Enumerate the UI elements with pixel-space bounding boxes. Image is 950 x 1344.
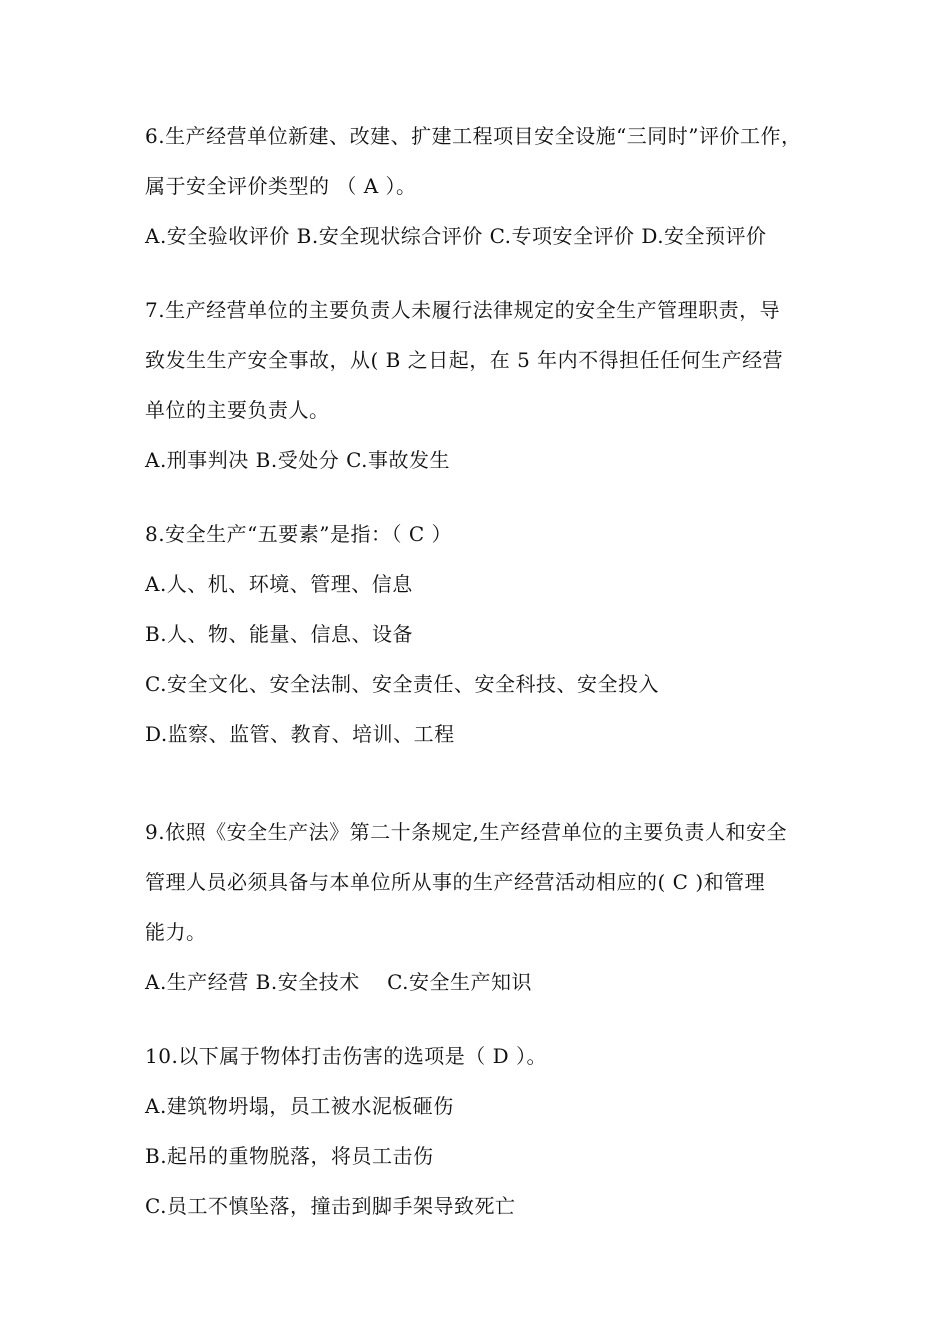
question-10-option-a: A.建筑物坍塌，员工被水泥板砸伤 — [145, 1094, 454, 1118]
question-7-line-2: 致发生生产安全事故，从( B 之日起，在 5 年内不得担任任何生产经营 — [145, 348, 784, 372]
question-7-line-3: 单位的主要负责人。 — [145, 398, 330, 422]
question-8-option-a: A.人、机、环境、管理、信息 — [145, 572, 413, 596]
question-8-option-d: D.监察、监管、教育、培训、工程 — [145, 722, 455, 746]
question-10-option-c: C.员工不慎坠落，撞击到脚手架导致死亡 — [145, 1194, 516, 1218]
question-10-line-1: 10.以下属于物体打击伤害的选项是（ D ）。 — [145, 1044, 548, 1068]
question-9-options: A.生产经营 B.安全技术 C.安全生产知识 — [145, 970, 533, 994]
question-9-line-2: 管理人员必须具备与本单位所从事的生产经营活动相应的( C )和管理 — [145, 870, 766, 894]
question-9-line-1: 9.依照《安全生产法》第二十条规定,生产经营单位的主要负责人和安全 — [145, 820, 787, 844]
question-6-line-1: 6.生产经营单位新建、改建、扩建工程项目安全设施“三同时”评价工作， — [145, 124, 802, 148]
question-6-line-2: 属于安全评价类型的 （ A ）。 — [145, 174, 417, 198]
question-9-line-3: 能力。 — [145, 920, 207, 944]
question-6-options: A.安全验收评价 B.安全现状综合评价 C.专项安全评价 D.安全预评价 — [145, 224, 767, 248]
question-7-options: A.刑事判决 B.受处分 C.事故发生 — [145, 448, 451, 472]
question-8-option-b: B.人、物、能量、信息、设备 — [145, 622, 414, 646]
question-7-line-1: 7.生产经营单位的主要负责人未履行法律规定的安全生产管理职责，导 — [145, 298, 781, 322]
question-8-option-c: C.安全文化、安全法制、安全责任、安全科技、安全投入 — [145, 672, 659, 696]
question-10-option-b: B.起吊的重物脱落，将员工击伤 — [145, 1144, 434, 1168]
question-8-line-1: 8.安全生产“五要素”是指：（ C ） — [145, 522, 453, 546]
